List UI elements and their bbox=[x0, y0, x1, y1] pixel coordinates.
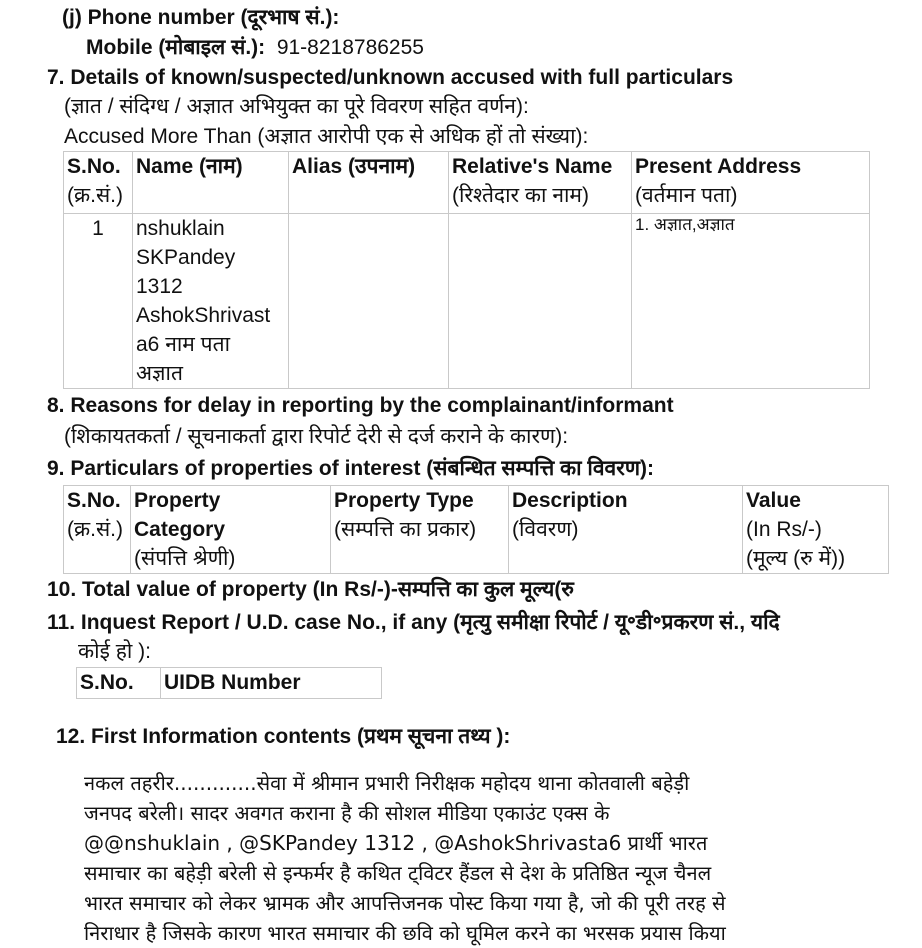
col-name: Name (नाम) bbox=[133, 152, 289, 214]
prop-col-desc: Description (विवरण) bbox=[509, 486, 743, 574]
fir-line: @@nshuklain , @SKPandey 1312 , @AshokShrivasta6 प्रार्थी भारत bbox=[84, 831, 708, 855]
accused-table-header bbox=[64, 152, 870, 214]
fir-line: समाचार का बहेड़ी बरेली से इन्फर्मर है कथित ट्विटर हैंडल से देश के प्रतिष्ठित न्यूज चैनल bbox=[84, 861, 712, 885]
section8-title: 8. Reasons for delay in reporting by the complainant/informant bbox=[47, 394, 674, 417]
mobile-value: 91-8218786255 bbox=[276, 36, 424, 59]
accused-sno: 1 bbox=[64, 214, 133, 389]
fir-line: भारत समाचार को लेकर भ्रामक और आपत्तिजनक पोस्ट किया गया है, जो की पूरी तरह से bbox=[84, 891, 726, 915]
section12-title: 12. First Information contents (प्रथम सूचना तथ्य ): bbox=[56, 725, 511, 748]
col-relative: Relative's Name (रिश्तेदार का नाम) bbox=[449, 152, 632, 214]
section10-title: 10. Total value of property (In Rs/-)-सम्पत्ति का कुल मूल्य(रु bbox=[47, 578, 574, 601]
accused-more-than bbox=[64, 124, 588, 150]
first-information-text bbox=[84, 768, 884, 948]
accused-more-than-label: Accused More Than (अज्ञात आरोपी एक से अधिक हों तो संख्या): bbox=[64, 125, 589, 148]
accused-relative bbox=[449, 214, 632, 389]
section9-title: 9. Particulars of properties of interest (संबन्धित सम्पत्ति का विवरण): bbox=[47, 457, 654, 480]
fir-line: निराधार है जिसके कारण भारत समाचार की छवि को घूमिल करने का भरसक प्रयास किया bbox=[84, 921, 726, 945]
mobile-row bbox=[86, 35, 424, 61]
fir-line: नकल तहरीर.............सेवा में श्रीमान प्रभारी निरीक्षक महोदय थाना कोतवाली बहेड़ी bbox=[84, 771, 690, 795]
prop-col-sno: S.No. (क्र.सं.) bbox=[64, 486, 131, 574]
section11-title: 11. Inquest Report / U.D. case No., if any (मृत्यु समीक्षा रिपोर्ट / यू॰डी॰प्रकरण सं., यदि bbox=[47, 611, 780, 634]
mobile-label: Mobile (मोबाइल सं.): bbox=[86, 36, 266, 59]
section7-subtitle: (ज्ञात / संदिग्ध / अज्ञात अभियुक्त का पूरे विवरण सहित वर्णन): bbox=[64, 95, 529, 118]
prop-col-type: Property Type (सम्पत्ति का प्रकार) bbox=[331, 486, 509, 574]
uidb-col-sno: S.No. bbox=[77, 668, 161, 699]
section11-title-cont: कोई हो ): bbox=[78, 640, 151, 663]
prop-col-category: Property Category (संपत्ति श्रेणी) bbox=[131, 486, 331, 574]
prop-col-value: Value (In Rs/-) (मूल्य (रु में)) bbox=[743, 486, 889, 574]
uidb-col-number: UIDB Number bbox=[161, 668, 382, 699]
col-sno: S.No. (क्र.सं.) bbox=[64, 152, 133, 214]
property-table-header bbox=[64, 486, 889, 574]
accused-address: 1. अज्ञात,अज्ञात bbox=[632, 214, 870, 389]
col-address: Present Address (वर्तमान पता) bbox=[632, 152, 870, 214]
section7-title: 7. Details of known/suspected/unknown accused with full particulars bbox=[47, 66, 734, 89]
uidb-table-header bbox=[77, 668, 382, 699]
accused-name: nshuklain SKPandey 1312 AshokShrivast a6 नाम पता अज्ञात bbox=[133, 214, 289, 389]
accused-alias bbox=[289, 214, 449, 389]
phone-heading: (j) Phone number (दूरभाष सं.): bbox=[62, 6, 340, 29]
section8-subtitle: (शिकायतकर्ता / सूचनाकर्ता द्वारा रिपोर्ट देरी से दर्ज कराने के कारण): bbox=[64, 425, 569, 448]
col-alias: Alias (उपनाम) bbox=[289, 152, 449, 214]
uidb-table bbox=[76, 667, 382, 699]
accused-table bbox=[63, 151, 870, 389]
property-table bbox=[63, 485, 889, 574]
table-row bbox=[64, 214, 870, 389]
fir-line: जनपद बरेली। सादर अवगत कराना है की सोशल मीडिया एकाउंट एक्स के bbox=[84, 801, 610, 825]
